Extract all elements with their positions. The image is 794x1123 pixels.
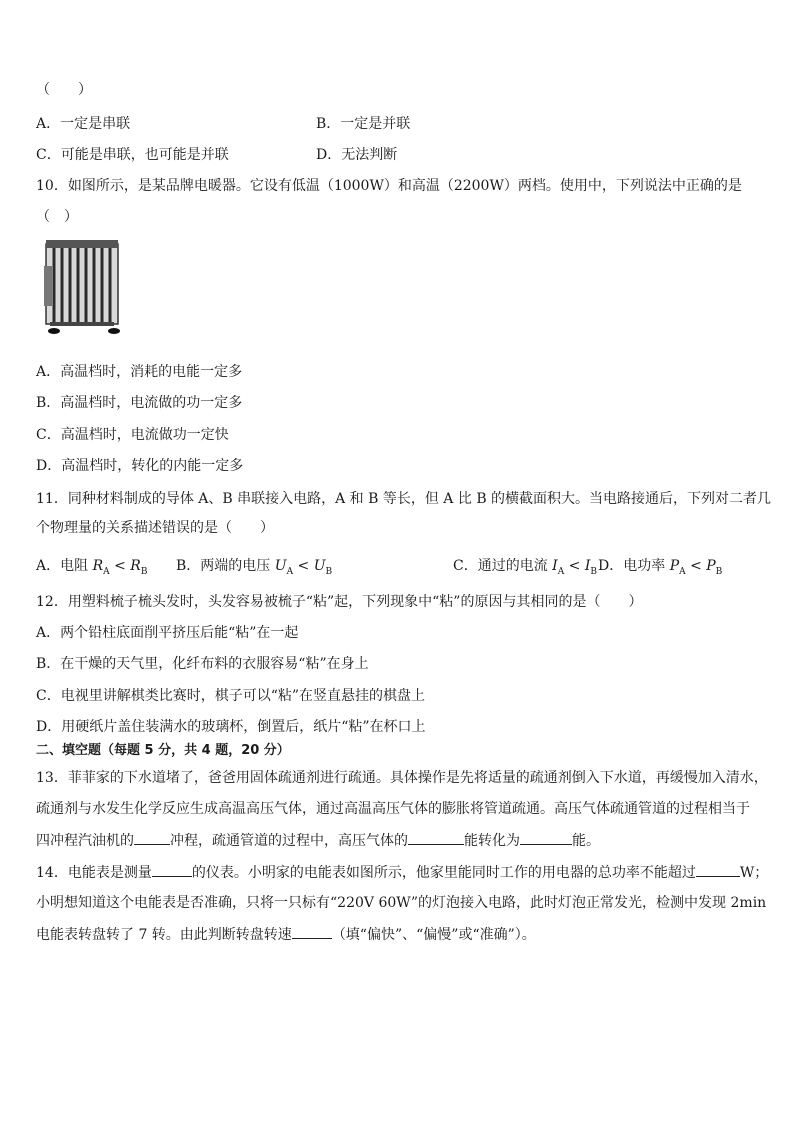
q14-blank-1[interactable] — [152, 862, 192, 877]
electric-heater-image — [40, 236, 126, 336]
q12-option-b: B．在干燥的天气里，化纤布料的衣服容易“粘”在身上 — [36, 656, 369, 672]
q13-blank-1[interactable] — [134, 830, 170, 845]
q11-option-a-label: A．电阻 — [36, 558, 89, 574]
q11-option-b — [176, 556, 332, 582]
q11-option-a — [36, 556, 147, 582]
q11-option-b-label: B．两端的电压 — [176, 558, 271, 574]
q9-option-b: B．一定是并联 — [316, 116, 411, 132]
q9-option-a: A．一定是串联 — [36, 116, 131, 132]
q11-option-c-label: C．通过的电流 — [453, 558, 548, 574]
q10-option-b: B．高温档时，电流做的功一定多 — [36, 395, 243, 411]
q11-option-c — [453, 556, 597, 582]
q12-stem: 12．用塑料梳子梳头发时，头发容易被梳子“粘”起，下列现象中“粘”的原因与其相同的是（ ） — [36, 594, 643, 610]
q14-line2: 小明想知道这个电能表是否准确，只将一只标有“220V 60W”的灯泡接入电路，此时灯泡正常发光，检测中发现 2min — [36, 895, 767, 911]
q13-blank-3[interactable] — [520, 830, 572, 845]
q14-blank-2[interactable] — [696, 862, 740, 877]
q9-option-d: D．无法判断 — [316, 147, 398, 163]
q14-line1: 14．电能表是测量 的仪表。小明家的电能表如图所示，他家里能同时工作的用电器的总功率不能超过 W； — [36, 862, 768, 883]
q12-option-c: C．电视里讲解棋类比赛时，棋子可以“粘”在竖直悬挂的棋盘上 — [36, 688, 426, 704]
q11-option-d-formula: $P_A < P_B$ — [669, 558, 723, 577]
q11-option-c-formula: $I_A < I_B$ — [552, 558, 597, 577]
q13-line1: 13．菲菲家的下水道堵了，爸爸用固体疏通剂进行疏通。具体操作是先将适量的疏通剂倒入下水道，再缓慢加入清水， — [36, 770, 768, 786]
q13-line3: 四冲程汽油机的 冲程，疏通管道的过程中，高压气体的 能转化为 能。 — [36, 830, 600, 851]
q11-option-a-formula: $R_A < R_B$ — [92, 558, 148, 577]
q12-option-d: D．用硬纸片盖住装满水的玻璃杯，倒置后，纸片“粘”在杯口上 — [36, 719, 426, 735]
q10-option-a: A．高温档时，消耗的电能一定多 — [36, 364, 243, 380]
q9-option-c: C．可能是串联，也可能是并联 — [36, 147, 229, 163]
q11-stem-line2: 个物理量的关系描述错误的是（ ） — [36, 520, 274, 536]
q10-stem: 10．如图所示，是某品牌电暖器。它设有低温（1000W）和高温（2200W）两档。使用中，下列说法中正确的是 — [36, 178, 742, 194]
q14-blank-3[interactable] — [292, 924, 332, 939]
q11-option-b-formula: $U_A < U_B$ — [274, 558, 333, 577]
section-heading-fill-in: 二、填空题（每题 5 分，共 4 题，20 分） — [36, 743, 290, 758]
q10-bracket: （ ） — [36, 209, 78, 225]
q14-line3: 电能表转盘转了 7 转。由此判断转盘转速 （填“偏快”、“偏慢”或“准确”）。 — [36, 924, 536, 945]
q10-option-d: D．高温档时，转化的内能一定多 — [36, 458, 244, 474]
q10-option-c: C．高温档时，电流做功一定快 — [36, 427, 229, 443]
q11-option-d — [598, 556, 722, 582]
q13-line2: 疏通剂与水发生化学反应生成高温高压气体，通过高温高压气体的膨胀将管道疏通。高压气体疏通管道的过程相当于 — [36, 801, 750, 817]
q11-stem-line1: 11．同种材料制成的导体 A、B 串联接入电路，A 和 B 等长，但 A 比 B 的横截面积大。当电路接通后，下列对二者几 — [36, 491, 772, 507]
q11-option-d-label: D．电功率 — [598, 558, 666, 574]
q9-bracket: （ ） — [36, 82, 92, 98]
q12-option-a: A．两个铅柱底面削平挤压后能“粘”在一起 — [36, 625, 299, 641]
q13-blank-2[interactable] — [408, 830, 464, 845]
